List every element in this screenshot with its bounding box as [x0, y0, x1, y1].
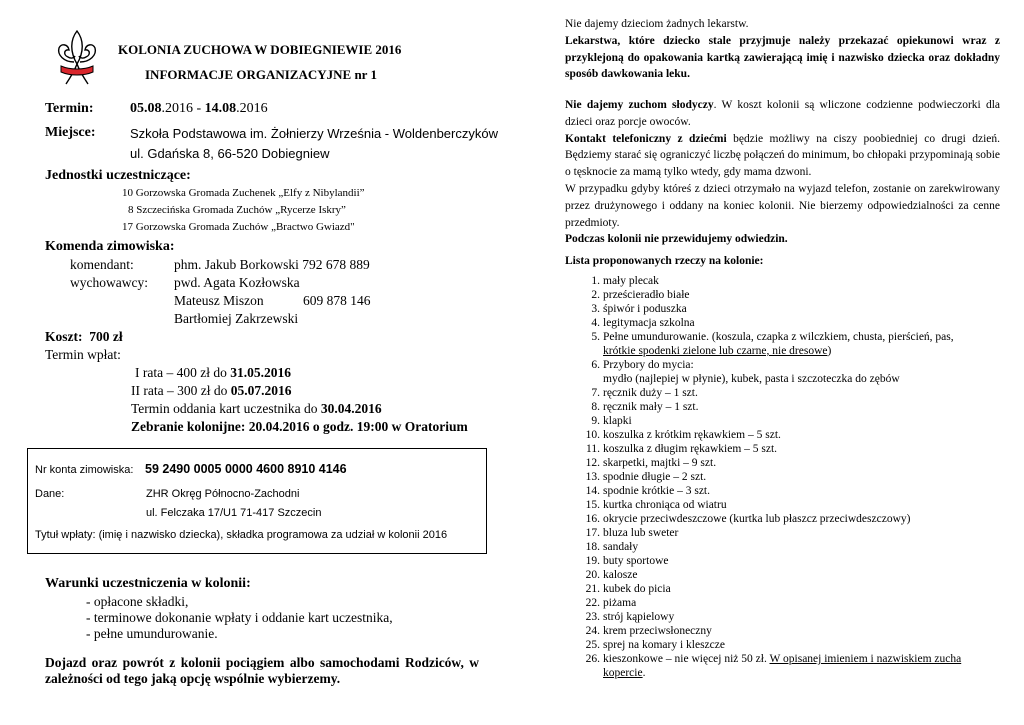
list-item-text: legitymacja szkolna: [603, 317, 695, 329]
list-item-text: bluza lub sweter: [603, 527, 679, 539]
fleur-de-lis-logo-icon: [52, 28, 102, 88]
list-item-text: strój kąpielowy: [603, 611, 675, 623]
list-item-number: 12.: [585, 457, 600, 469]
list-item: [565, 456, 1005, 470]
list-item-number: 6.: [591, 359, 600, 371]
document-subtitle: INFORMACJE ORGANIZACYJNE nr 1: [145, 67, 377, 82]
unit-item: 10 Gorzowska Gromada Zuchenek „Elfy z Nibylandii”: [122, 187, 365, 199]
termin-value: 05.08.2016 - 14.08.2016: [130, 101, 268, 116]
list-item-number: 16.: [585, 513, 600, 525]
rata-1: I rata – 400 zł do 31.05.2016: [135, 365, 291, 380]
list-item-text: spodnie długie – 2 szt.: [603, 471, 707, 483]
list-item: [565, 288, 1005, 302]
list-item-text: krem przeciwsłoneczny: [603, 625, 712, 637]
right-intro: [565, 16, 1000, 83]
account-dane-line1: ZHR Okręg Północno-Zachodni: [146, 488, 300, 500]
list-item-number: 19.: [585, 555, 600, 567]
list-item-text: mały plecak: [603, 275, 659, 287]
lista-title: Lista proponowanych rzeczy na kolonie:: [565, 255, 764, 267]
list-item-text: kubek do picia: [603, 583, 671, 595]
list-item-number: 17.: [585, 527, 600, 539]
slodycze: Nie dajemy zuchom słodyczy. W koszt kolonii są wliczone codzienne podwieczorki dla dzieci oraz porcje owoców.: [565, 99, 1001, 128]
list-item-number: 26.: [585, 653, 600, 665]
list-item: [565, 596, 1005, 610]
rata-2: II rata – 300 zł do 05.07.2016: [131, 383, 292, 398]
wychowawca-name: Mateusz Miszon: [174, 293, 264, 308]
list-item-text: spodnie krótkie – 3 szt.: [603, 485, 710, 497]
list-item: [565, 568, 1005, 582]
list-item: [565, 624, 1005, 638]
list-item-underlined: W opisanej imieniem i nazwiskiem zucha kopercie: [603, 653, 962, 679]
account-tytul: Tytuł wpłaty: (imię i nazwisko dziecka), składka programowa za udział w kolonii 2016: [35, 529, 448, 541]
account-box: [27, 448, 487, 554]
list-item-number: 18.: [585, 541, 600, 553]
list-item: [565, 540, 1005, 554]
list-item-suffix: .: [642, 667, 646, 679]
termin-label: Termin:: [45, 101, 94, 116]
list-item: [565, 428, 1005, 442]
list-item: [565, 554, 1005, 568]
list-item-text: sandały: [603, 541, 639, 553]
unit-item: 17 Gorzowska Gromada Zuchów „Bractwo Gwiazd": [122, 221, 355, 233]
dojazd: Dojazd oraz powrót z kolonii pociągiem albo samochodami Rodziców, w zależności od tego jaką opcję wspólnie wybierzemy.: [45, 655, 479, 686]
list-item-text: koszulka z krótkim rękawkiem – 5 szt.: [603, 429, 781, 441]
list-item-text: śpiwór i poduszka: [603, 303, 687, 315]
list-item-text: klapki: [603, 415, 632, 427]
miejsce-label: Miejsce:: [45, 125, 96, 140]
list-item-number: 15.: [585, 499, 600, 511]
warunki-item: - pełne umundurowanie.: [86, 626, 218, 641]
list-item-text-continued: mydło (najlepiej w płynie), kubek, pasta i szczoteczka do zębów: [603, 373, 900, 385]
list-item-number: 13.: [585, 471, 600, 483]
list-item: [565, 274, 1005, 288]
list-item: [565, 358, 1005, 386]
list-item: [565, 582, 1005, 596]
odwiedziny: Podczas kolonii nie przewidujemy odwiedzin.: [565, 233, 788, 246]
list-item-text: sprej na komary i kleszcze: [603, 639, 725, 651]
wychowawca-phone: 609 878 146: [303, 293, 371, 308]
units-label: Jednostki uczestniczące:: [45, 168, 191, 183]
wplaty-label: Termin wpłat:: [45, 347, 121, 362]
list-item-number: 3.: [591, 303, 600, 315]
list-item-number: 23.: [585, 611, 600, 623]
account-dane-line2: ul. Felczaka 17/U1 71-417 Szczecin: [146, 507, 322, 519]
list-item-text: ręcznik duży – 1 szt.: [603, 387, 698, 399]
list-item-text: piżama: [603, 597, 637, 609]
list-item-number: 25.: [585, 639, 600, 651]
list-item-number: 21.: [585, 583, 600, 595]
telefon: W przypadku gdyby któreś z dzieci otrzymało na wyjazd telefon, zostanie on zarekwirowany przez drużynowego i oddany na koniec kolonii. Nie bierzemy odpowiedzialności za cenne przedmioty.: [565, 182, 1000, 229]
list-item-number: 14.: [585, 485, 600, 497]
leki-note: Nie dajemy dzieciom żadnych lekarstw.: [565, 18, 749, 30]
list-item: [565, 526, 1005, 540]
list-item-number: 7.: [591, 387, 600, 399]
kontakt: Kontakt telefoniczny z dziećmi będzie możliwy na ciszy poobiedniej co drugi dzień. Będziemy starać się ograniczyć liczbę połączeń do minimum, bo chłopaki przypominają sobie o tęsknocie za mamą tylko wtedy, gdy mama dzwoni.: [565, 132, 1001, 179]
list-item-number: 20.: [585, 569, 600, 581]
list-item-text: kurtka chroniąca od wiatru: [603, 499, 727, 511]
list-item-number: 8.: [591, 401, 600, 413]
list-item-number: 9.: [591, 415, 600, 427]
wychowawcy-label: wychowawcy:: [70, 275, 148, 290]
list-item-text: kieszonkowe – nie więcej niż 50 zł.: [603, 653, 770, 665]
warunki-title: Warunki uczestniczenia w kolonii:: [45, 576, 251, 591]
account-dane-label: Dane:: [35, 488, 65, 500]
zebranie: Zebranie kolonijne: 20.04.2016 o godz. 19:00 w Oratorium: [131, 419, 468, 434]
miejsce-line2: ul. Gdańska 8, 66-520 Dobiegniew: [130, 146, 330, 161]
list-item-text: Przybory do mycia:: [603, 359, 694, 371]
list-item-text: Pełne umundurowanie. (koszula, czapka z wilczkiem, chusta, pierścień, pas,: [603, 331, 954, 343]
list-item-number: 11.: [586, 443, 600, 455]
wychowawca-name: Bartłomiej Zakrzewski: [174, 311, 299, 326]
list-item: [565, 442, 1005, 456]
list-item-text: koszulka z długim rękawkiem – 5 szt.: [603, 443, 778, 455]
karty-termin: Termin oddania kart uczestnika do 30.04.2016: [131, 401, 382, 416]
account-nr-value: 59 2490 0005 0000 4600 8910 4146: [145, 462, 347, 476]
list-item: [565, 470, 1005, 484]
list-item: [565, 610, 1005, 624]
list-item: [565, 302, 1005, 316]
list-item-number: 5.: [591, 331, 600, 343]
list-item: [565, 484, 1005, 498]
account-nr-label: Nr konta zimowiska:: [35, 464, 134, 476]
list-item-number: 1.: [591, 275, 600, 287]
list-item: [565, 386, 1005, 400]
list-item-underlined: krótkie spodenki zielone lub czarne, nie dresowe: [603, 345, 828, 357]
list-item: [565, 414, 1005, 428]
koszt: Koszt: 700 zł: [45, 329, 123, 344]
list-item: [565, 652, 1005, 680]
list-item-number: 4.: [591, 317, 600, 329]
list-item-text: skarpetki, majtki – 9 szt.: [603, 457, 717, 469]
komendant-label: komendant:: [70, 257, 134, 272]
warunki-item: - opłacone składki,: [86, 594, 189, 609]
miejsce-line1: Szkoła Podstawowa im. Żołnierzy Września - Woldenberczyków: [130, 126, 498, 141]
list-item-suffix: ): [827, 345, 832, 357]
leki-instructions: Lekarstwa, które dziecko stale przyjmuje należy przekazać opiekunowi wraz z przyklejoną do opakowania kartką zawierającą imię i nazwisko dziecka oraz dokładny sposób dawkowania leku.: [565, 34, 1000, 81]
list-item-text: prześcieradło białe: [603, 289, 690, 301]
komenda-label: Komenda zimowiska:: [45, 239, 175, 254]
list-item: [565, 498, 1005, 512]
right-rules: [565, 97, 1000, 248]
list-item-text: buty sportowe: [603, 555, 669, 567]
list-item-text: kalosze: [603, 569, 638, 581]
komendant-value: phm. Jakub Borkowski 792 678 889: [174, 257, 370, 272]
list-item: [565, 316, 1005, 330]
list-item-number: 22.: [585, 597, 600, 609]
list-item-number: 24.: [585, 625, 600, 637]
list-item-number: 10.: [585, 429, 600, 441]
warunki-item: - terminowe dokonanie wpłaty i oddanie kart uczestnika,: [86, 610, 393, 625]
list-item: [565, 512, 1005, 526]
unit-item: 8 Szczecińska Gromada Zuchów „Rycerze Iskry”: [128, 204, 346, 216]
wychowawca-name: pwd. Agata Kozłowska: [174, 275, 300, 290]
list-item-number: 2.: [591, 289, 600, 301]
list-item: [565, 330, 1005, 358]
list-item: [565, 400, 1005, 414]
list-item: [565, 638, 1005, 652]
document-title: KOLONIA ZUCHOWA W DOBIEGNIEWIE 2016: [118, 42, 402, 57]
list-item-text: okrycie przeciwdeszczowe (kurtka lub płaszcz przeciwdeszczowy): [603, 513, 911, 525]
packing-list: [565, 274, 1005, 680]
list-item-text: ręcznik mały – 1 szt.: [603, 401, 699, 413]
